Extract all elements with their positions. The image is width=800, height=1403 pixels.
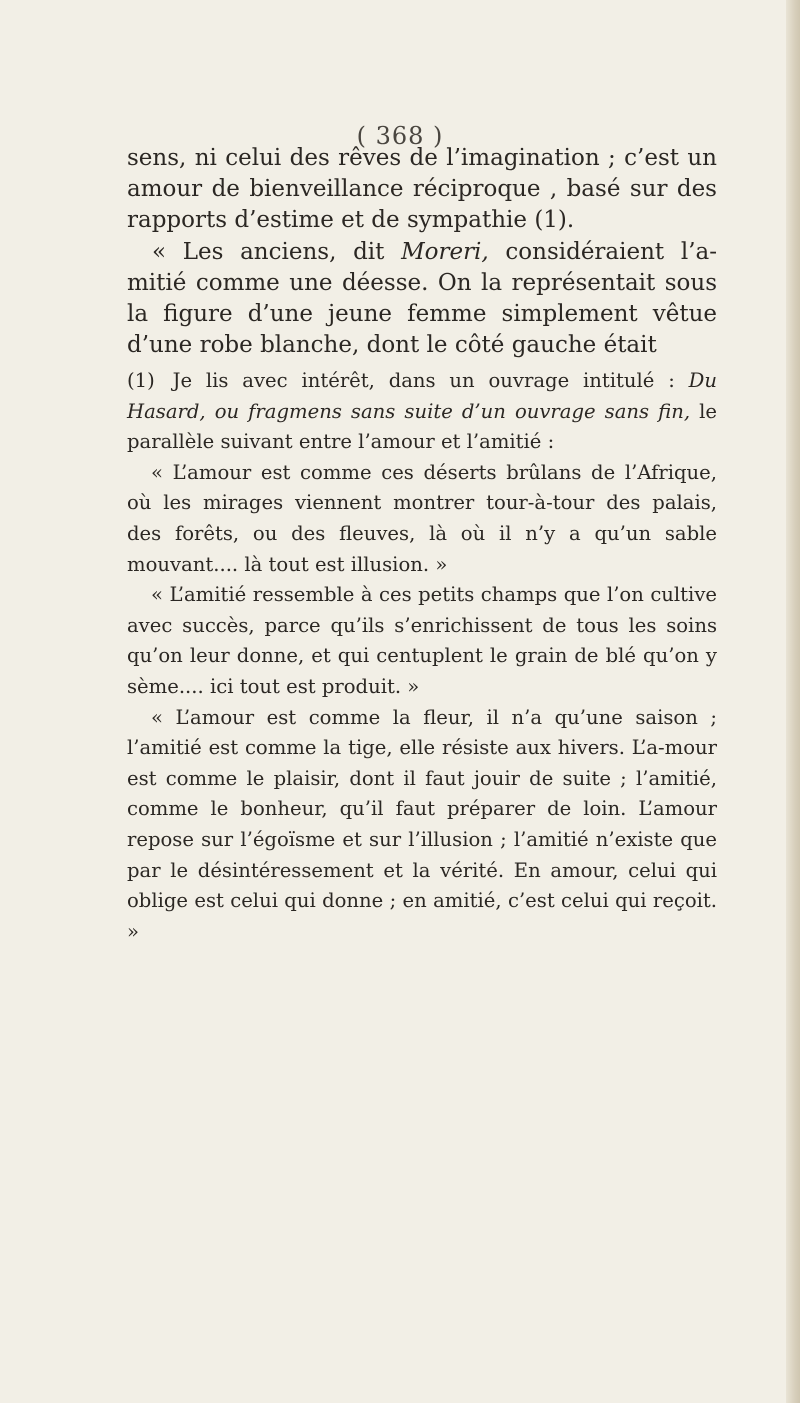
footnote [127,366,717,947]
footnote-quote-3: « L’amour est comme la fleur, il n’a qu’une saison ; l’amitié est comme la tige, elle résiste aux hivers. L’a-mour est comme le plaisir, dont il faut jouir de suite ; l’amitié, comme le bonheur, qu’il faut préparer de loin. L’amour repose sur l’égoïsme et sur l’illusion ; l’amitié n’existe que par le désintéressement et la vérité. En amour, celui qui oblige est celui qui donne ; en amitié, c’est celui qui reçoit. » [127,705,717,943]
footnote-quote-1: « L’amour est comme ces déserts brûlans de l’Afrique, où les mirages viennent montrer tour-à-tour des palais, des forêts, ou des fleuves, là où il n’y a qu’un sable mouvant.... là tout est illusion. » [127,460,717,576]
main-paragraph-2-rest: considéraient l’a-mitié comme une déesse. On la représentait sous la figure d’une jeune femme simplement vêtue d’une robe blanche, dont le côté gauche était [127,238,717,359]
footnote-intro-start: Je lis avec intérêt, dans un ouvrage intitulé : [172,369,675,392]
footnote-intro-end: le parallèle suivant entre l’amour et l’amitié : [127,399,717,454]
main-paragraph-2 [127,237,717,362]
footnote-intro [127,366,717,458]
main-paragraph-1: sens, ni celui des rêves de l’imagination ; c’est un amour de bienveillance réciproque , basé sur des rapports d’estime et de sympathie (1). [127,145,717,234]
footnote-quote-2: « L’amitié ressemble à ces petits champs que l’on cultive avec succès, parce qu’ils s’enrichissent de tous les soins qu’on leur donne, et qui centuplent le grain de blé qu’on y sème.... ici tout est produit. » [127,583,717,698]
main-text [127,143,717,361]
page-number: ( 368 ) [356,122,444,150]
main-paragraph-2-start: « Les anciens, dit [152,238,402,265]
footnote-marker: (1) [127,369,155,392]
author-name: Moreri, [401,238,489,265]
page-edge [786,0,800,1403]
book-title: Du Hasard, ou fragmens sans suite d’un ouvrage sans fin, [127,369,718,423]
